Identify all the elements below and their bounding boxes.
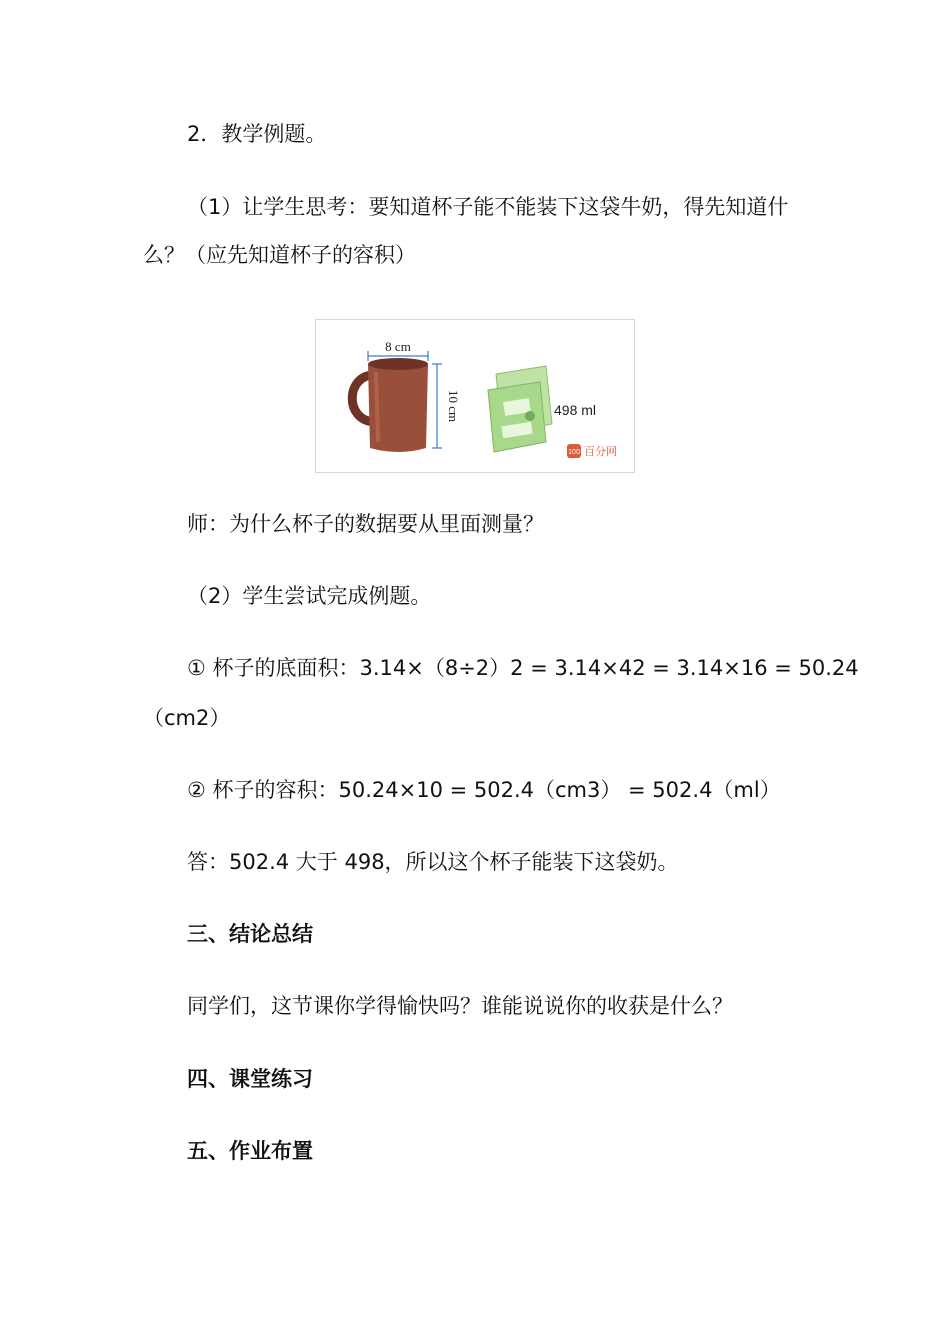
section-heading-homework: 五、作业布置 [187, 1139, 313, 1163]
base-area-line-2: （cm2） [143, 706, 231, 730]
cup-and-milk-figure [315, 319, 635, 473]
step-heading: 2．教学例题。 [187, 122, 327, 146]
base-area-line-1: ① 杯子的底面积：3.14×（8÷2）2 = 3.14×42 = 3.14×16 = 50.24 [187, 656, 859, 680]
milk-volume-label: 498 ml [554, 402, 597, 418]
answer-line: 答：502.4 大于 498，所以这个杯子能装下这袋奶。 [187, 850, 679, 874]
question-line-2: 么？（应先知道杯子的容积） [143, 243, 416, 267]
section-heading-practice: 四、课堂练习 [187, 1067, 313, 1091]
question-line-1: （1）让学生思考：要知道杯子能不能装下这袋牛奶，得先知道什 [187, 195, 789, 219]
diameter-label: 8 cm [385, 339, 411, 354]
height-label: 10 cm [446, 389, 461, 423]
student-attempt: （2）学生尝试完成例题。 [187, 584, 432, 608]
watermark-badge-text: 100 [568, 449, 580, 456]
conclusion-text: 同学们，这节课你学得愉快吗？谁能说说你的收获是什么？ [187, 994, 733, 1018]
teacher-question: 师：为什么杯子的数据要从里面测量？ [187, 512, 544, 536]
figure-illustration [316, 320, 634, 472]
section-heading-conclusion: 三、结论总结 [187, 922, 313, 946]
watermark-logo: 百分网 [584, 445, 617, 458]
volume-line: ② 杯子的容积：50.24×10 = 502.4（cm3） = 502.4（ml） [187, 778, 781, 802]
cup-highlight [376, 372, 378, 442]
cup-rim [368, 358, 428, 370]
milk-bag-icon [488, 366, 552, 452]
